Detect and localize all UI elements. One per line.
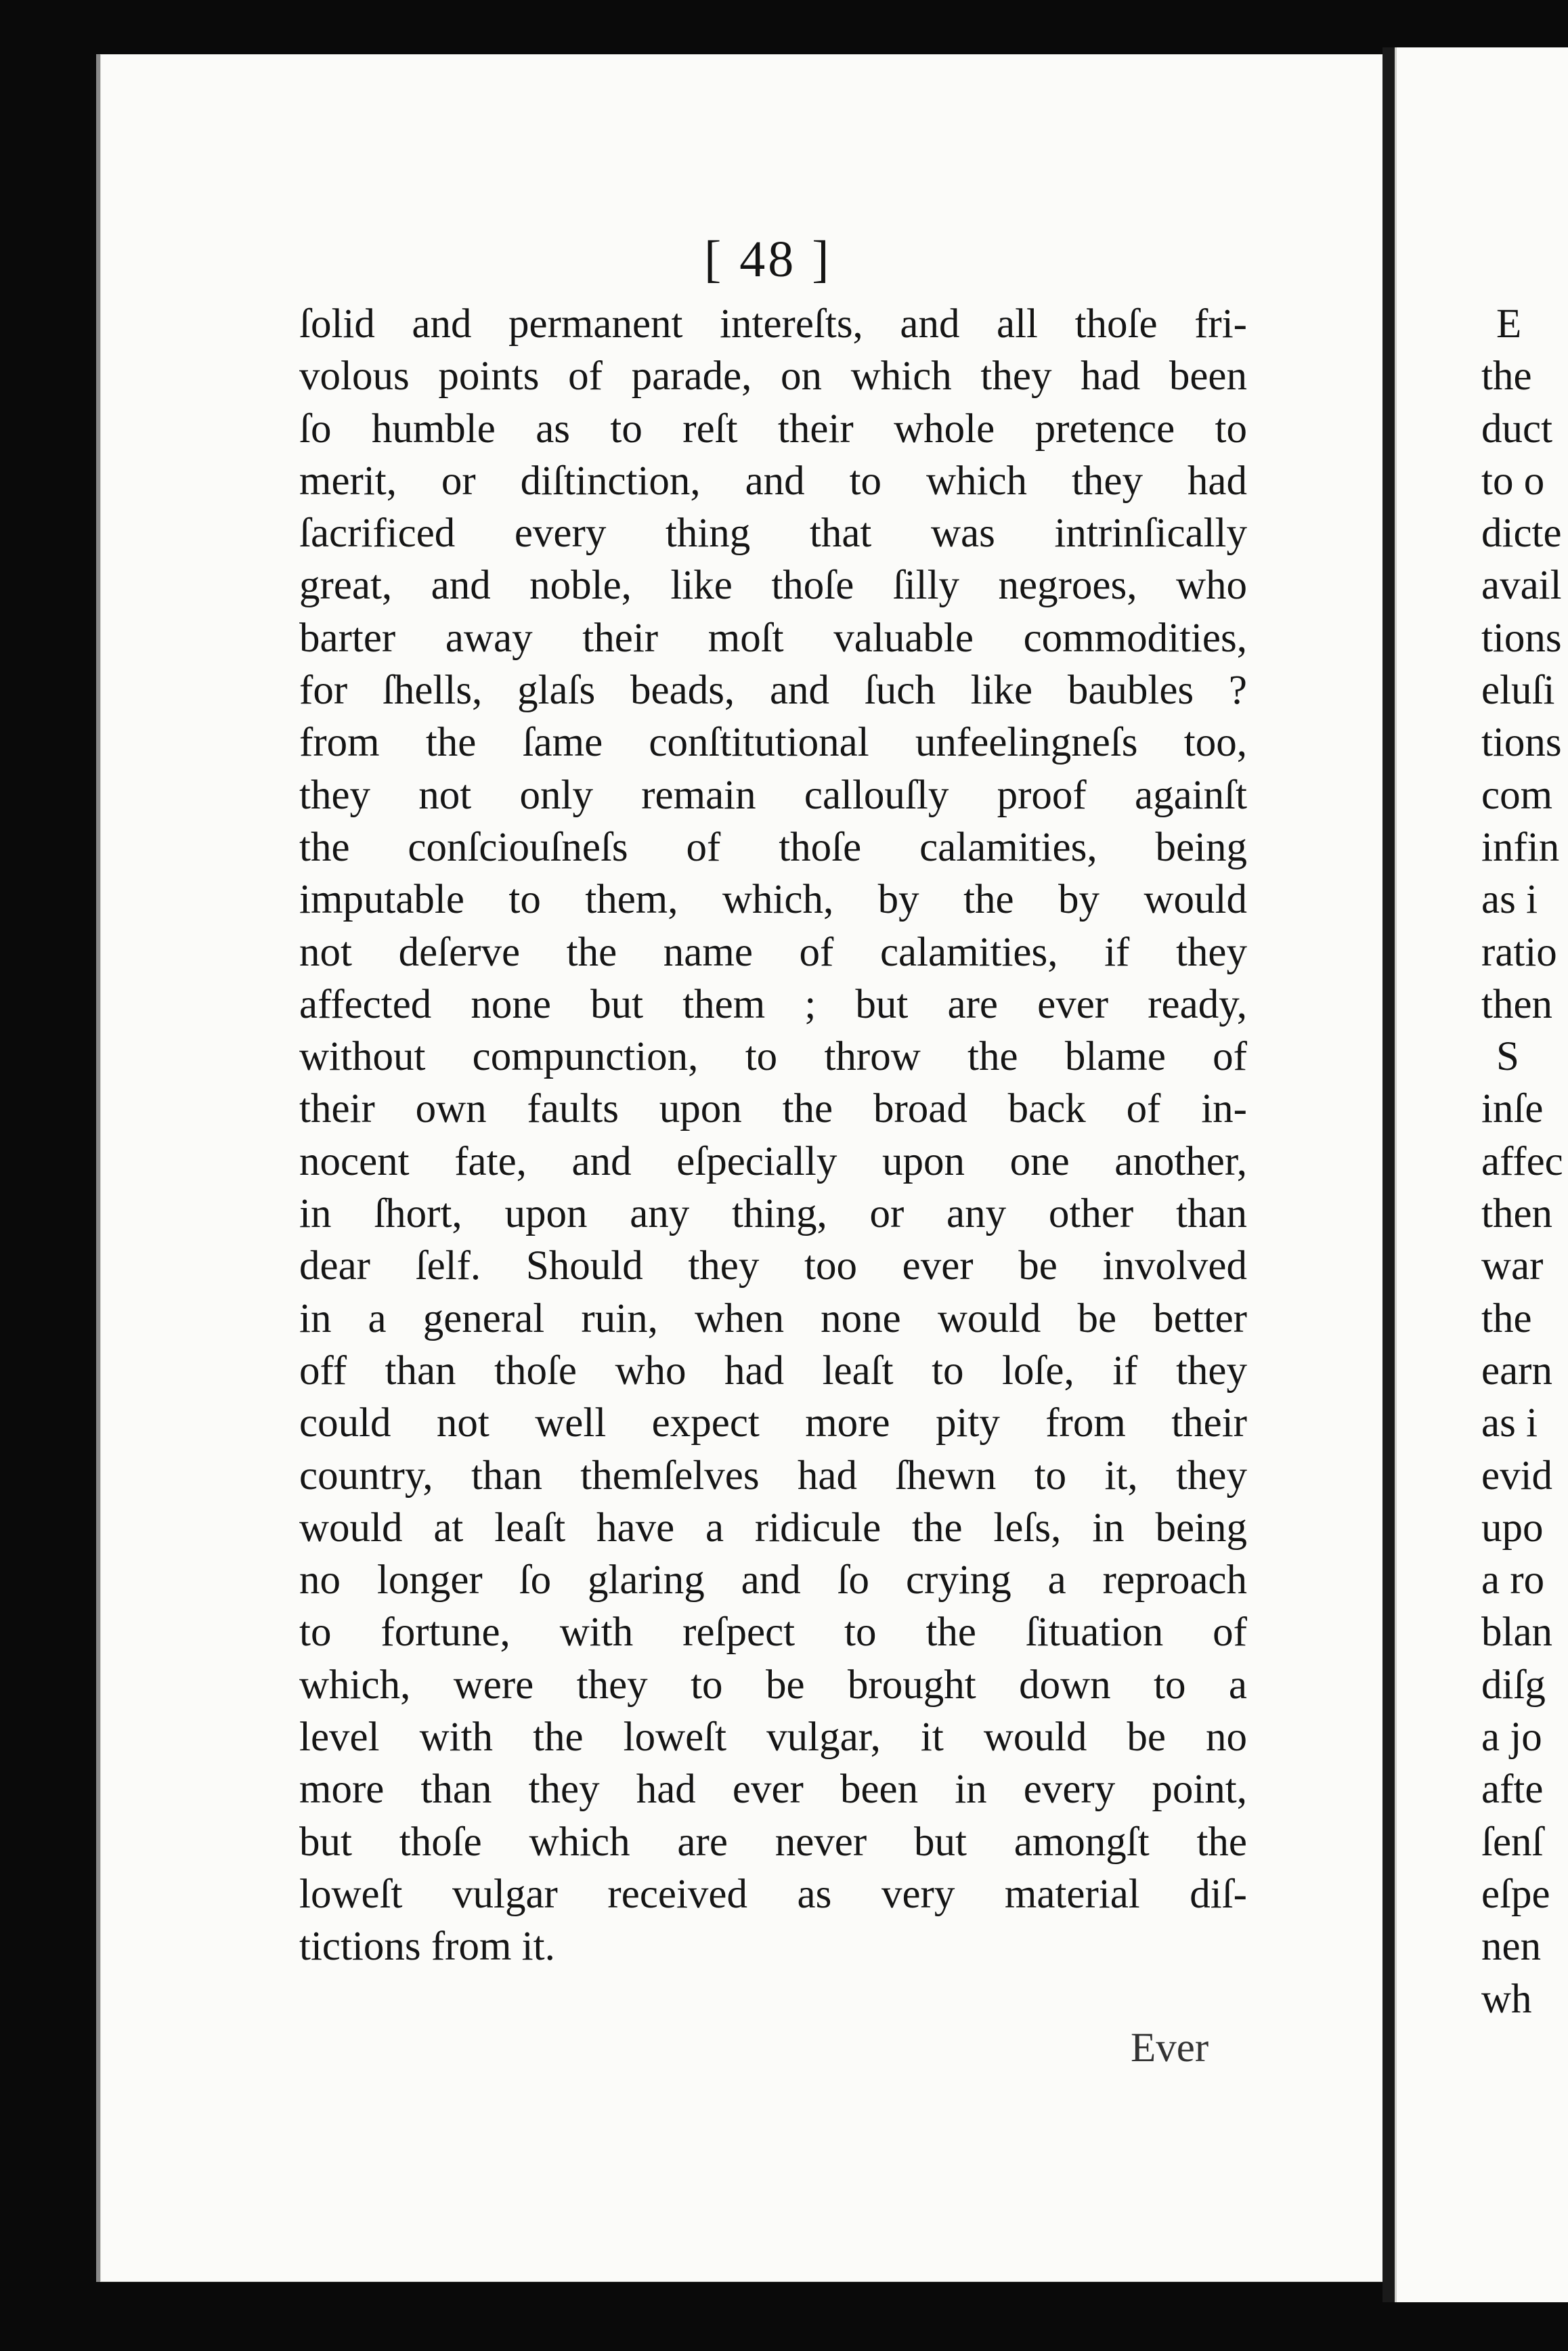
- text-line-fragment: tions: [1481, 615, 1562, 661]
- text-line: no longer ſo glaring and ſo crying a reproach: [299, 1557, 1247, 1603]
- text-line-fragment: the: [1481, 1295, 1532, 1341]
- text-line-fragment: earn: [1481, 1347, 1552, 1394]
- text-line-fragment: blan: [1481, 1610, 1553, 1656]
- text-line-fragment: afte: [1481, 1767, 1544, 1813]
- text-line: more than they had ever been in every point,: [299, 1767, 1247, 1813]
- text-line-fragment: E: [1496, 301, 1522, 347]
- text-line-fragment: S: [1496, 1034, 1519, 1080]
- text-line-fragment: the: [1481, 353, 1532, 400]
- text-line-fragment: ſenſ: [1481, 1819, 1544, 1865]
- text-line-fragment: avail: [1481, 563, 1562, 609]
- text-line: which, were they to be brought down to a: [299, 1662, 1247, 1708]
- right-page-body-text: [1481, 298, 1563, 2025]
- text-line: great, and noble, like thoſe ſilly negroes, who: [299, 563, 1247, 609]
- text-line: ſacrificed every thing that was intrinſically: [299, 511, 1247, 557]
- left-page-body-text: [299, 298, 1247, 1973]
- text-line: volous points of parade, on which they had been: [299, 353, 1247, 400]
- text-line-fragment: inſe: [1481, 1086, 1544, 1132]
- text-line: merit, or diſtinction, and to which they had: [299, 458, 1247, 504]
- text-line-fragment: affec: [1481, 1138, 1563, 1184]
- text-line: to fortune, with reſpect to the ſituation of: [299, 1610, 1247, 1656]
- book-gutter: [1382, 47, 1395, 2302]
- text-line: off than thoſe who had leaſt to loſe, if they: [299, 1347, 1247, 1394]
- text-line: their own faults upon the broad back of in-: [299, 1086, 1247, 1132]
- text-line: not deſerve the name of calamities, if they: [299, 929, 1247, 975]
- text-line-fragment: eluſi: [1481, 668, 1555, 714]
- text-line: imputable to them, which, by the by would: [299, 877, 1247, 923]
- text-line-fragment: tions: [1481, 720, 1562, 766]
- text-line: ſolid and permanent intereſts, and all thoſe fri-: [299, 301, 1247, 347]
- text-line: from the ſame conſtitutional unfeelingneſs too,: [299, 720, 1247, 766]
- page-number: [ 48 ]: [704, 231, 832, 288]
- text-line-fragment: com: [1481, 772, 1553, 818]
- catchword: Ever: [1131, 2025, 1209, 2071]
- text-line: tictions from it.: [299, 1924, 555, 1970]
- text-line: in ſhort, upon any thing, or any other than: [299, 1191, 1247, 1237]
- text-line: nocent fate, and eſpecially upon one another,: [299, 1138, 1247, 1184]
- text-line-fragment: as i: [1481, 877, 1538, 923]
- text-line: loweſt vulgar received as very material diſ-: [299, 1871, 1247, 1917]
- text-line-fragment: ratio: [1481, 929, 1557, 975]
- text-line-fragment: dicte: [1481, 511, 1562, 557]
- text-line: affected none but them ; but are ever ready,: [299, 981, 1247, 1027]
- text-line-fragment: to o: [1481, 458, 1545, 504]
- text-line-fragment: diſg: [1481, 1662, 1546, 1708]
- text-line: without compunction, to throw the blame of: [299, 1034, 1247, 1080]
- text-line: the conſciouſneſs of thoſe calamities, being: [299, 824, 1247, 870]
- text-line: barter away their moſt valuable commodities,: [299, 615, 1247, 661]
- text-line: in a general ruin, when none would be better: [299, 1295, 1247, 1341]
- text-line-fragment: duct: [1481, 406, 1553, 452]
- text-line-fragment: wh: [1481, 1976, 1532, 2022]
- text-line-fragment: evid: [1481, 1452, 1553, 1498]
- text-line-fragment: as i: [1481, 1400, 1538, 1446]
- text-line: level with the loweſt vulgar, it would be no: [299, 1714, 1247, 1761]
- text-line-fragment: a ro: [1481, 1557, 1545, 1603]
- text-line: would at leaſt have a ridicule the leſs, in being: [299, 1505, 1247, 1551]
- text-line: ſo humble as to reſt their whole pretence to: [299, 406, 1247, 452]
- text-line-fragment: a jo: [1481, 1714, 1542, 1761]
- text-line-fragment: nen: [1481, 1924, 1542, 1970]
- text-line: but thoſe which are never but amongſt the: [299, 1819, 1247, 1865]
- text-line: dear ſelf. Should they too ever be involved: [299, 1243, 1247, 1289]
- text-line: for ſhells, glaſs beads, and ſuch like baubles ?: [299, 668, 1247, 714]
- text-line-fragment: eſpe: [1481, 1871, 1550, 1917]
- text-line: country, than themſelves had ſhewn to it, they: [299, 1452, 1247, 1498]
- text-line: could not well expect more pity from their: [299, 1400, 1247, 1446]
- text-line-fragment: then: [1481, 981, 1553, 1027]
- text-line-fragment: upo: [1481, 1505, 1544, 1551]
- text-line-fragment: war: [1481, 1243, 1544, 1289]
- text-line: they not only remain callouſly proof againſt: [299, 772, 1247, 818]
- text-line-fragment: infin: [1481, 824, 1560, 870]
- text-line-fragment: then: [1481, 1191, 1553, 1237]
